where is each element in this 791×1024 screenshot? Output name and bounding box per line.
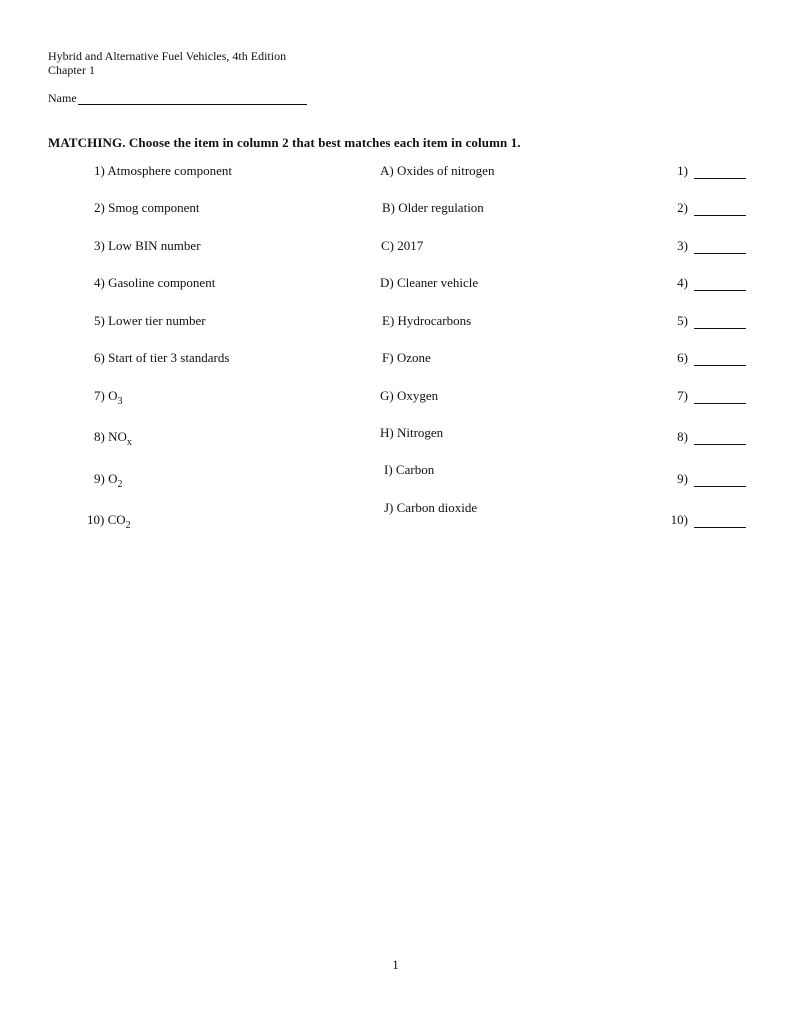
answer-blank[interactable]: 3) bbox=[626, 238, 746, 254]
column1-item: 9) $O_2$ bbox=[94, 471, 123, 490]
column1-item: 4) Gasoline component bbox=[94, 275, 216, 290]
book-title: Hybrid and Alternative Fuel Vehicles, 4th Edition bbox=[48, 49, 287, 63]
column1-item: 8) $NO_x$ bbox=[94, 429, 132, 448]
column2-item: H) Nitrogen bbox=[380, 425, 444, 440]
answer-blank[interactable]: 9) bbox=[626, 471, 746, 487]
answer-blank[interactable]: 7) bbox=[626, 388, 746, 404]
name-row bbox=[48, 91, 307, 105]
column2-item: F) Ozone bbox=[382, 350, 431, 365]
answer-blank[interactable]: 8) bbox=[626, 429, 746, 445]
column1-item: 1) Atmosphere component bbox=[94, 163, 232, 178]
column2-item: G) Oxygen bbox=[380, 388, 439, 403]
column2-item: E) Hydrocarbons bbox=[382, 313, 472, 328]
column2-item: J) Carbon dioxide bbox=[384, 500, 478, 515]
answer-blank[interactable]: 6) bbox=[626, 350, 746, 366]
answer-blank[interactable]: 2) bbox=[626, 200, 746, 216]
answer-blank[interactable]: 4) bbox=[626, 275, 746, 291]
answer-blank[interactable]: 1) bbox=[626, 163, 746, 179]
column1-item: 6) Start of tier 3 standards bbox=[94, 350, 230, 365]
column2-item: C) 2017 bbox=[381, 238, 424, 253]
column1-item: 3) Low BIN number bbox=[94, 238, 201, 253]
document-header bbox=[48, 49, 286, 77]
chapter-label: Chapter 1 bbox=[48, 63, 95, 77]
column1-item: 10) $CO_2$ bbox=[87, 512, 131, 531]
page-number: 1 bbox=[392, 957, 399, 972]
column2-item: B) Older regulation bbox=[382, 200, 484, 215]
name-label: Name bbox=[48, 91, 77, 105]
column1-item: 7) $O_3$ bbox=[94, 388, 123, 407]
column2-item: I) Carbon bbox=[384, 462, 435, 477]
column2-item: A) Oxides of nitrogen bbox=[380, 163, 495, 178]
matching-instructions: MATCHING. Choose the item in column 2 that best matches each item in column 1. bbox=[48, 135, 521, 150]
column1-item: 2) Smog component bbox=[94, 200, 200, 215]
answer-blank[interactable]: 10) bbox=[626, 512, 746, 528]
answer-blank[interactable]: 5) bbox=[626, 313, 746, 329]
column1-item: 5) Lower tier number bbox=[94, 313, 206, 328]
name-blank-line[interactable] bbox=[78, 92, 307, 105]
column2-item: D) Cleaner vehicle bbox=[380, 275, 479, 290]
